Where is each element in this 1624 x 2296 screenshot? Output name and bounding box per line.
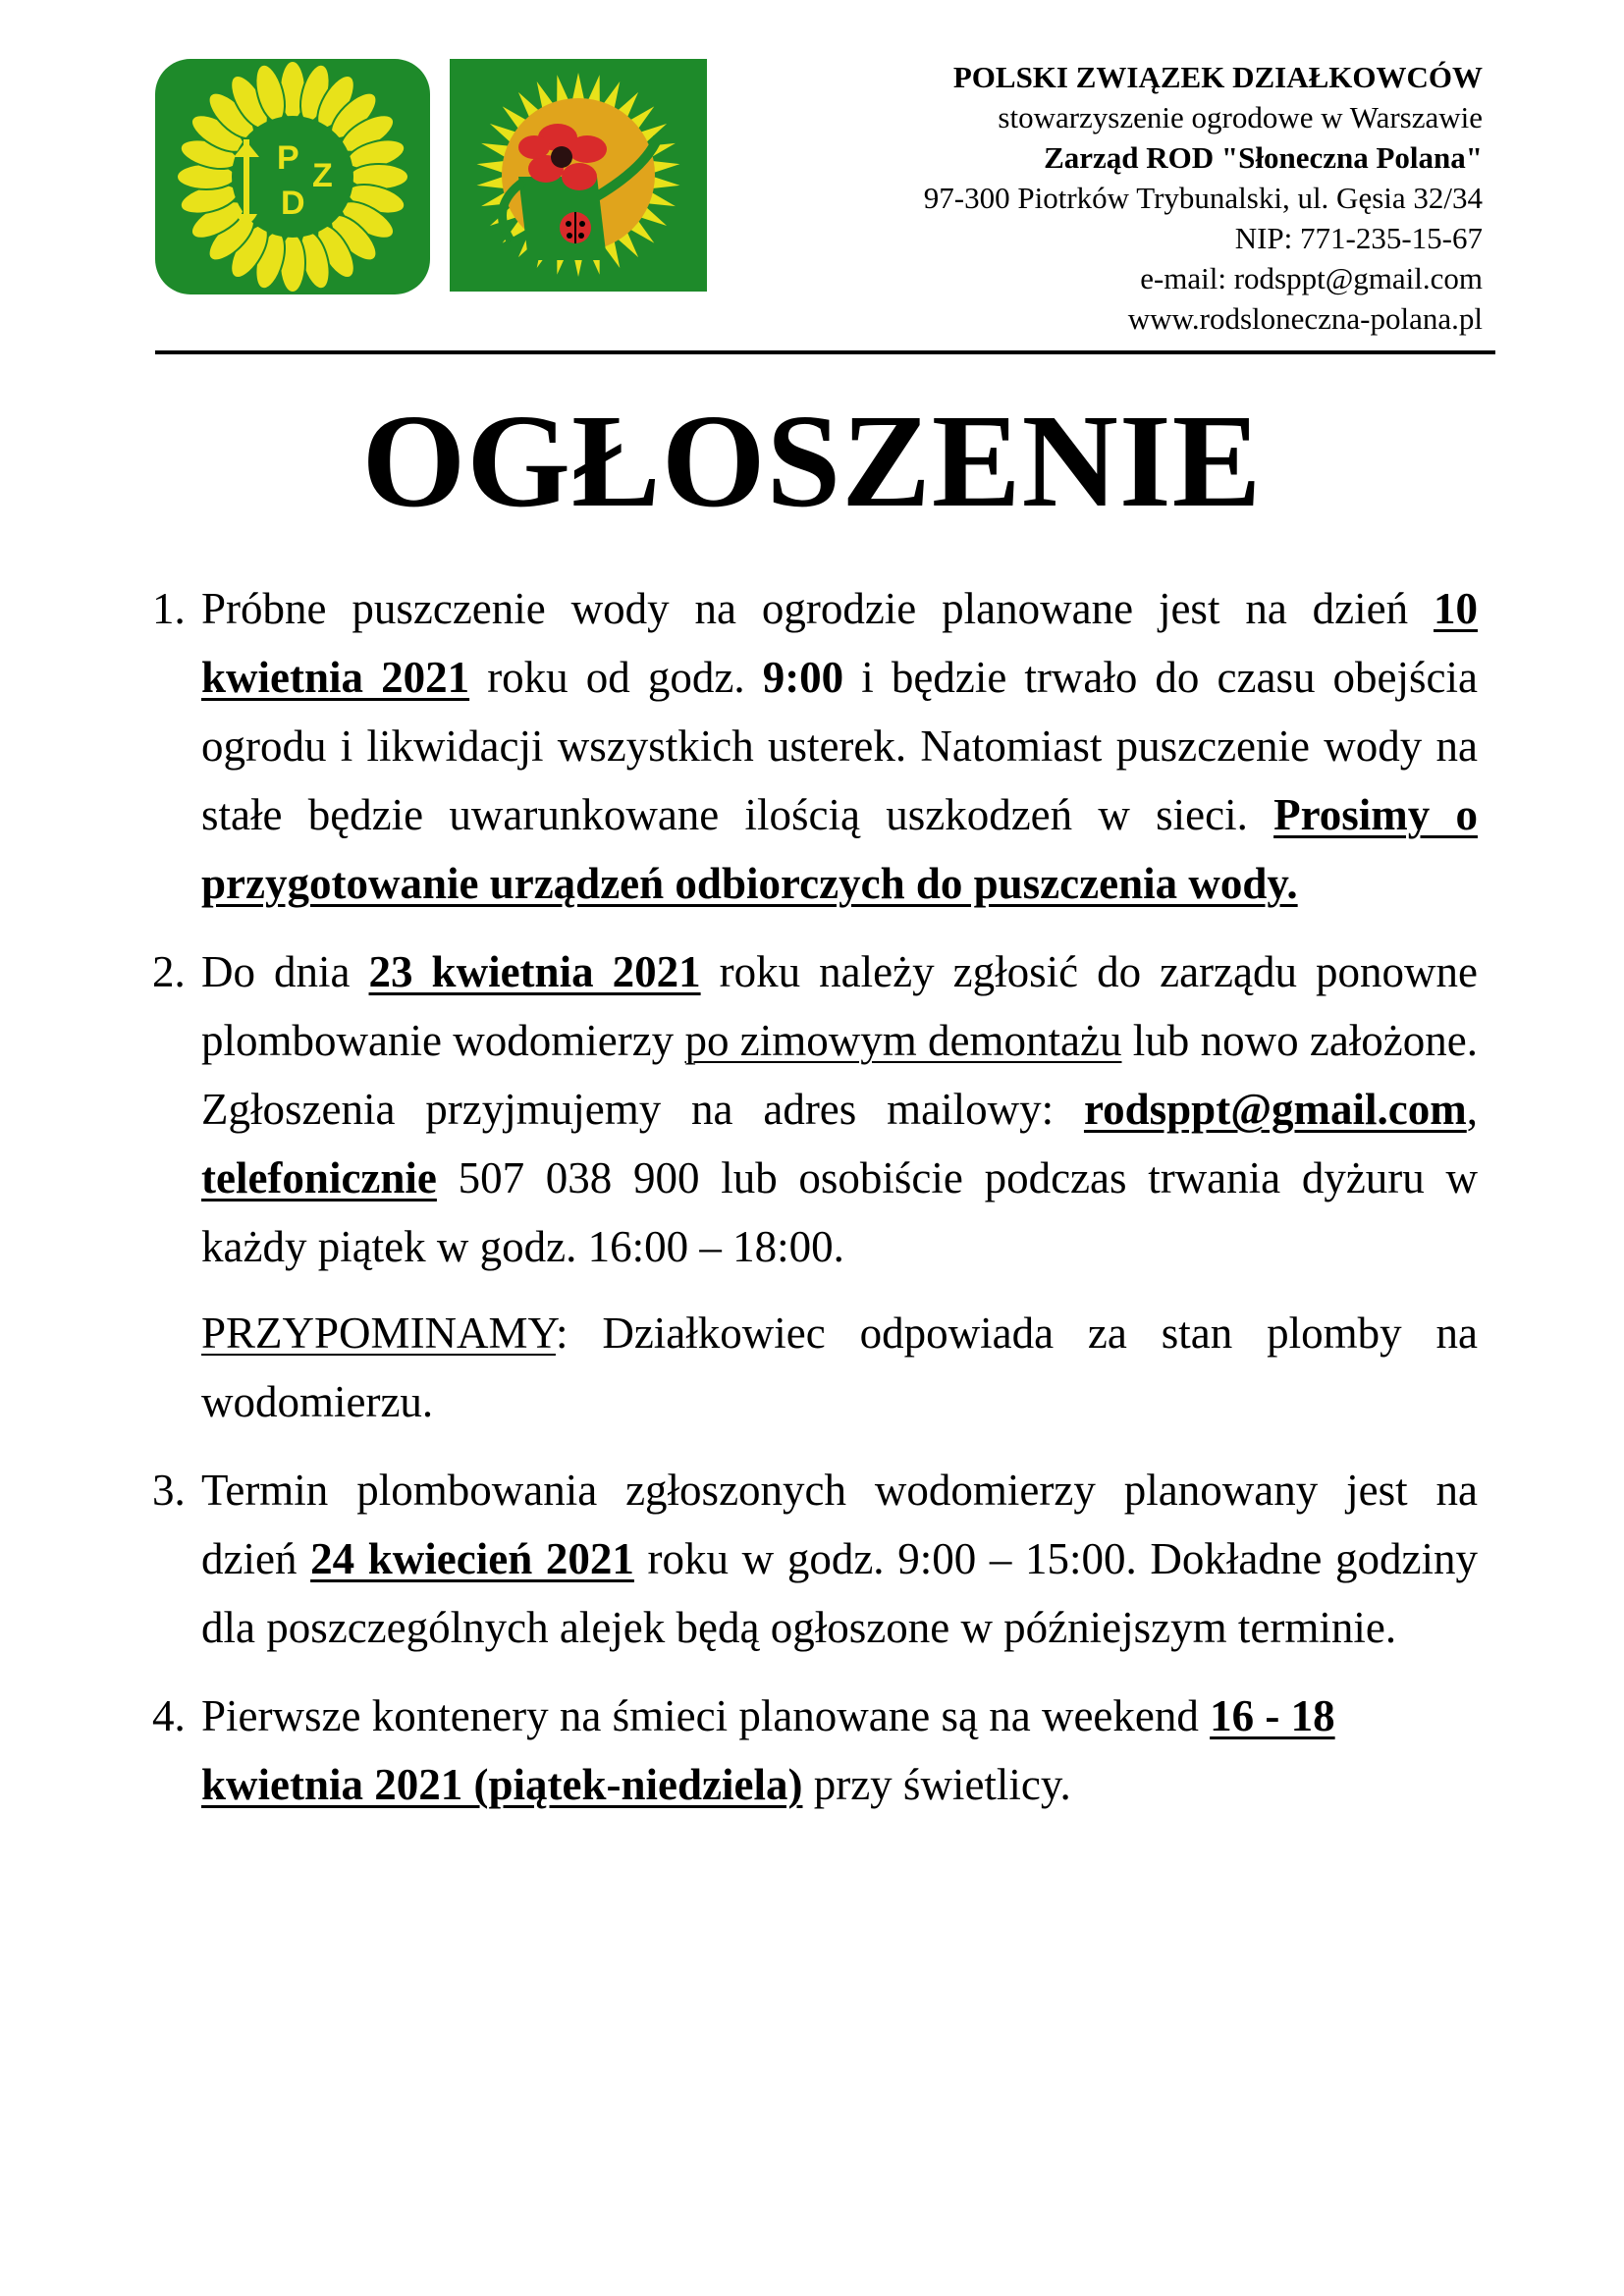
reminder-label: PRZYPOMINAMY bbox=[201, 1308, 556, 1358]
item-number: 1. bbox=[152, 584, 186, 633]
item-number: 4. bbox=[152, 1691, 186, 1740]
address: 97-300 Piotrków Trybunalski, ul. Gęsia 32/34 bbox=[923, 181, 1483, 215]
text-run: Pierwsze kontenery na śmieci planowane są na weekend bbox=[201, 1691, 1211, 1740]
text-run: Termin plombowania zgłoszonych wodomierzy planowany jest na dzień bbox=[201, 1466, 1478, 1583]
text-run: roku od godz. bbox=[469, 653, 763, 702]
text-run: lub nowo założone. Zgłoszenia przyjmujemy na adres mailowy: bbox=[201, 1016, 1479, 1134]
text-run: : Działkowiec odpowiada za stan plomby na wodomierzu. bbox=[201, 1308, 1478, 1426]
nip: NIP: 771-235-15-67 bbox=[1234, 221, 1483, 255]
text-run: i będzie trwało do czasu obejścia ogrodu i likwidacji wszystkich usterek. Natomiast puszczenie wody na stałe będzie uwarunkowane ilością uszkodzeń w sieci. bbox=[201, 653, 1478, 839]
item-text bbox=[201, 1456, 1478, 1662]
page-title: OGŁOSZENIE bbox=[361, 388, 1263, 535]
item-number: 3. bbox=[152, 1466, 186, 1515]
text-run: roku należy zgłosić do zarządu ponowne plombowanie wodomierzy bbox=[201, 947, 1478, 1065]
org-name: POLSKI ZWIĄZEK DZIAŁKOWCÓW bbox=[952, 60, 1483, 94]
item-number: 2. bbox=[152, 947, 186, 996]
item-text bbox=[201, 937, 1478, 1281]
email-link[interactable]: rodsppt@gmail.com bbox=[1083, 1085, 1467, 1134]
list-item bbox=[152, 1456, 1478, 1662]
header-website: www.rodsloneczna-polana.pl bbox=[1127, 301, 1483, 336]
organization-header bbox=[599, 57, 1483, 339]
item-text bbox=[201, 574, 1478, 918]
request-highlight: Prosimy o przygotowanie urządzeń odbiorczych do puszczenia wody. bbox=[201, 790, 1478, 908]
pzd-logo-letter-d: D bbox=[281, 185, 305, 222]
text-run: Do dnia bbox=[201, 947, 369, 996]
text-run: 507 038 900 lub osobiście podczas trwania dyżuru w każdy piątek w godz. 16:00 – 18:00. bbox=[201, 1153, 1478, 1271]
text-run: , bbox=[1466, 1085, 1478, 1134]
list-item bbox=[152, 937, 1478, 1436]
list-item bbox=[152, 574, 1478, 918]
underlined-text: po zimowym demontażu bbox=[684, 1016, 1122, 1065]
date-highlight: 10 kwietnia 2021 bbox=[201, 584, 1478, 702]
phone-label: telefonicznie bbox=[201, 1153, 437, 1202]
time-highlight: 9:00 bbox=[762, 653, 844, 702]
reminder-text bbox=[201, 1299, 1478, 1436]
pzd-logo bbox=[155, 59, 430, 294]
pzd-logo-letter-p: P bbox=[277, 139, 299, 177]
pzd-logo-letter-z: Z bbox=[312, 157, 333, 194]
text-run: roku w godz. 9:00 – 15:00. Dokładne godziny dla poszczególnych alejek będą ogłoszone w późniejszym terminie. bbox=[201, 1534, 1478, 1652]
text-run: Próbne puszczenie wody na ogrodzie planowane jest na dzień bbox=[201, 584, 1434, 633]
date-highlight: 16 - 18 kwietnia 2021 (piątek-niedziela) bbox=[201, 1691, 1335, 1809]
text-run: przy świetlicy. bbox=[802, 1760, 1071, 1809]
board-name: Zarząd ROD "Słoneczna Polana" bbox=[1044, 140, 1483, 175]
item-text bbox=[201, 1682, 1478, 1819]
header-divider bbox=[155, 350, 1495, 354]
org-subtitle: stowarzyszenie ogrodowe w Warszawie bbox=[998, 100, 1483, 134]
date-highlight: 23 kwietnia 2021 bbox=[368, 947, 701, 996]
date-highlight: 24 kwiecień 2021 bbox=[310, 1534, 634, 1583]
header-email: e-mail: rodsppt@gmail.com bbox=[1140, 261, 1483, 295]
announcement-list bbox=[152, 574, 1478, 1839]
list-item bbox=[152, 1682, 1478, 1819]
